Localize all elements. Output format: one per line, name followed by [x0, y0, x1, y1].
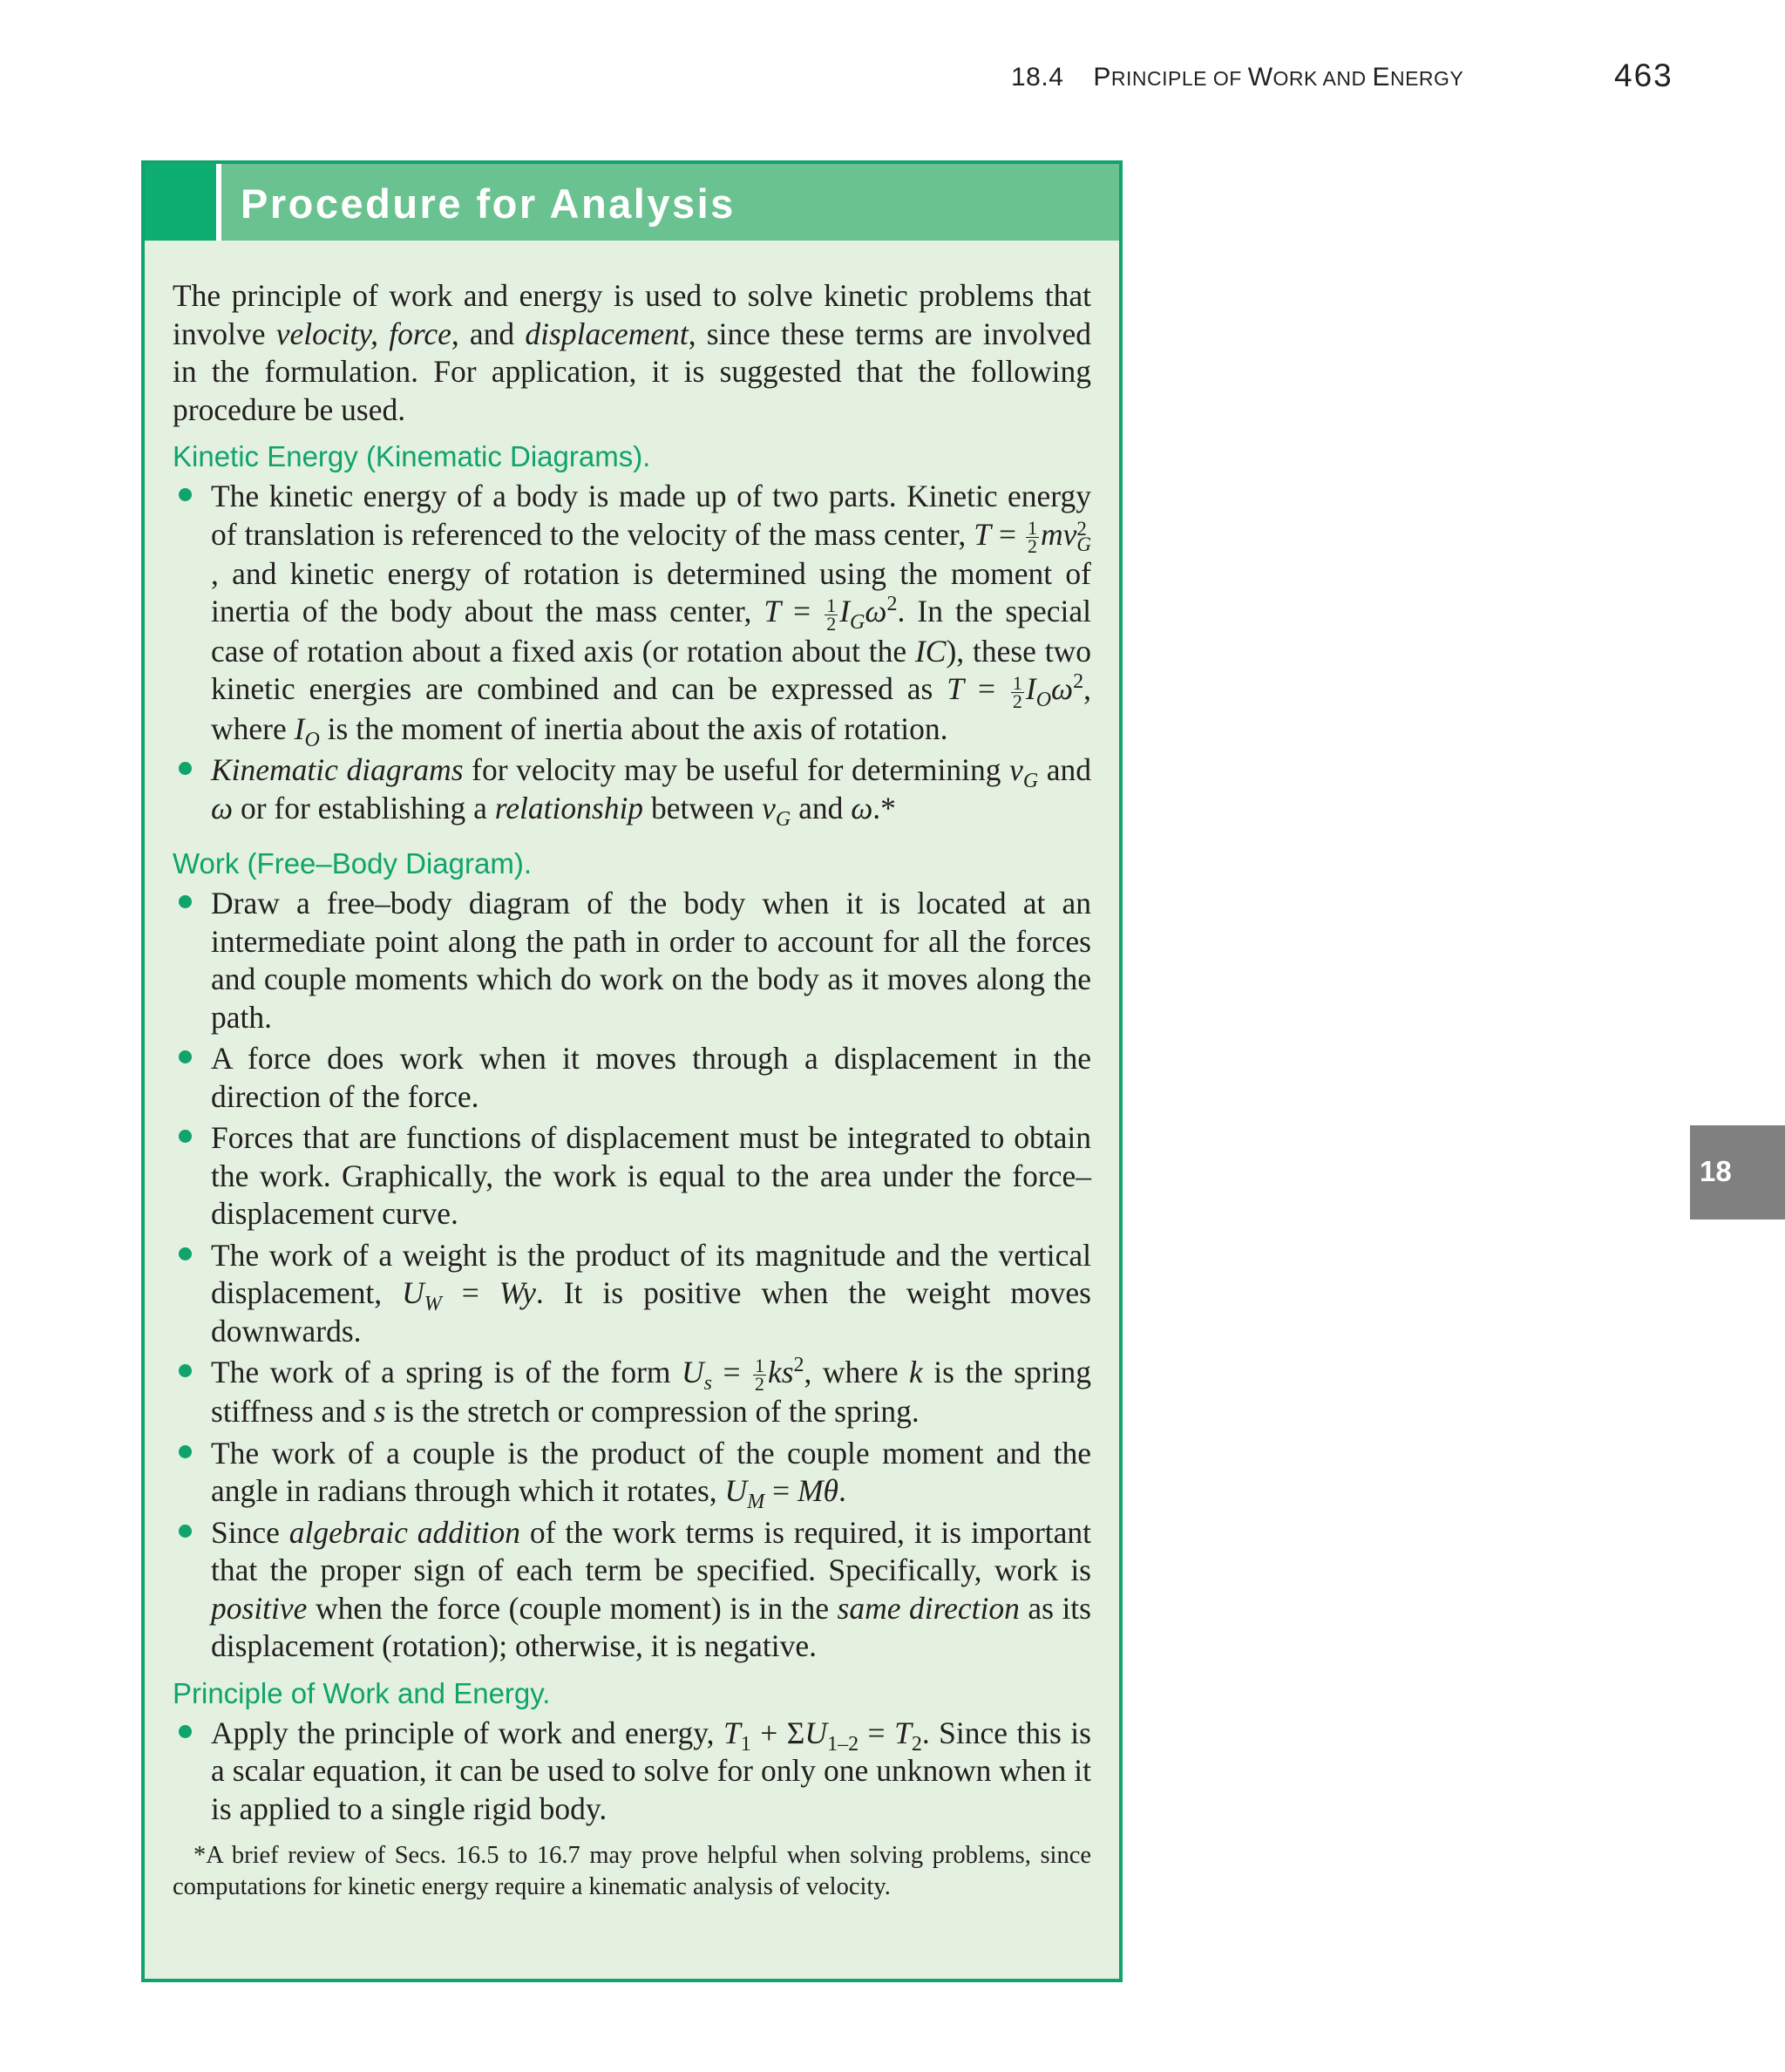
intro-paragraph: The principle of work and energy is used to solve kinetic problems that involve velocity, force, and displacement, since these terms are involved in the formulation. For application, it is suggested that the following procedure be used.	[173, 278, 1091, 427]
fraction-one-half: $\frac{1}{2}$	[1027, 516, 1037, 557]
box-header	[145, 164, 1119, 241]
list-item: Kinematic diagrams for velocity may be useful for determining $v_G$ and ω or for establishing a relationship between $v_G$ and ω.*	[173, 751, 1091, 827]
list-item: The work of a weight is the product of its magnitude and the vertical displacement, $U_W = Wy$. It is positive when the weight moves downwards.	[173, 1237, 1091, 1351]
bullet-icon	[179, 895, 192, 908]
list-item: Apply the principle of work and energy, $T_1 + \Sigma U_{1-2} = T_2$. Since this is a scalar equation, it can be used to solve for only one unknown when it is applied to a single rigid body.	[173, 1715, 1091, 1829]
list-item: A force does work when it moves through a displacement in the direction of the force.	[173, 1040, 1091, 1116]
box-title: Procedure for Analysis	[241, 180, 736, 227]
chapter-tab: 18	[1690, 1125, 1785, 1219]
principle-list	[173, 1715, 1091, 1829]
running-header	[1011, 63, 1482, 92]
list-item: The work of a couple is the product of the couple moment and the angle in radians through which it rotates, $U_M = M\theta$.	[173, 1435, 1091, 1511]
kinetic-energy-heading: Kinetic Energy (Kinematic Diagrams).	[173, 440, 651, 472]
bullet-icon	[179, 762, 192, 775]
work-heading: Work (Free–Body Diagram).	[173, 847, 533, 880]
procedure-box	[141, 160, 1123, 1982]
list-item: Since algebraic addition of the work terms is required, it is important that the proper sign of each term be specified. Specifically, work is positive when the force (couple moment) is in the same direction as its displacement (rotation); otherwise, it is negative.	[173, 1514, 1091, 1666]
header-accent-bar	[145, 164, 216, 241]
bullet-icon	[179, 1130, 192, 1143]
page-number: 463	[1614, 58, 1673, 93]
footnote: *A brief review of Secs. 16.5 to 16.7 may prove helpful when solving problems, since computations for kinetic energy require a kinematic analysis of velocity.	[173, 1842, 1091, 1901]
section-title: PRINCIPLE OF WORK AND ENERGY	[1093, 63, 1464, 92]
principle-heading: Principle of Work and Energy.	[173, 1676, 551, 1709]
work-list	[173, 885, 1091, 1666]
bullet-icon	[179, 1445, 192, 1458]
list-item: The kinetic energy of a body is made up of two parts. Kinetic energy of translation is referenced to the velocity of the mass center, T = $\frac{1}{2}$ mv 2 G, and kinetic energy of rotation is determined using the moment of inertia of the body about the mass center, T = $\frac{1}{2}$ $I_G\omega^2$. In the special case of rotation about a fixed axis (or rotation about the IC), these two kinetic energies are combined and can be expressed as T = $\frac{1}{2}$ $I_O\omega^2$, where $I_O$ is the moment of inertia about the axis of rotation.	[173, 478, 1091, 748]
bullet-icon	[179, 488, 192, 501]
kinetic-energy-list	[173, 478, 1091, 831]
box-body	[173, 277, 1091, 1903]
bullet-icon	[179, 1050, 192, 1063]
bullet-icon	[179, 1364, 192, 1377]
list-item: Forces that are functions of displacement must be integrated to obtain the work. Graphically, the work is equal to the area under the force–displacement curve.	[173, 1119, 1091, 1233]
bullet-icon	[179, 1725, 192, 1738]
bullet-icon	[179, 1247, 192, 1260]
list-item: Draw a free–body diagram of the body when it is located at an intermediate point along the path in order to account for all the forces and couple moments which do work on the body as it moves along the path.	[173, 885, 1091, 1036]
header-divider	[216, 164, 221, 241]
list-item: The work of a spring is of the form $U_s$ = $\frac{1}{2}$ $ks^2$, where k is the spring stiffness and s is the stretch or compression of the spring.	[173, 1354, 1091, 1431]
section-number: 18.4	[1011, 63, 1064, 92]
bullet-icon	[179, 1525, 192, 1538]
